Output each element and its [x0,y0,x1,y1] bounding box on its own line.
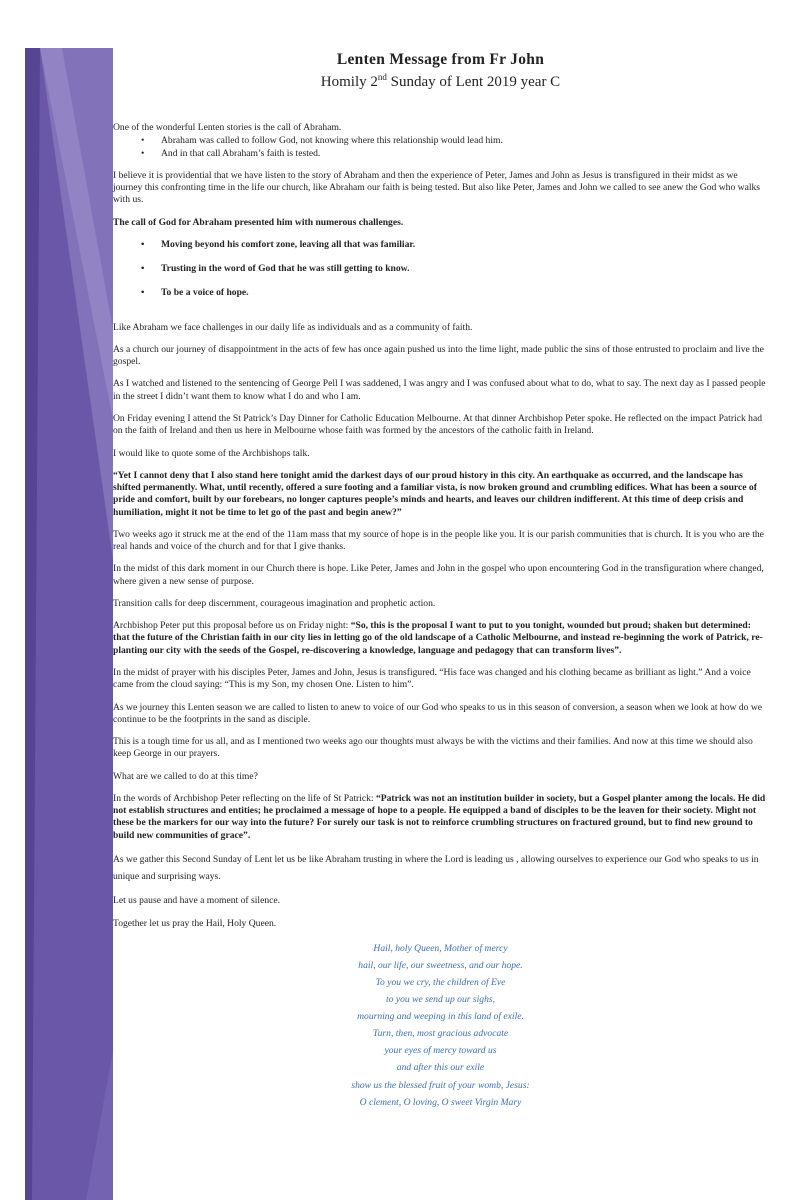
paragraph: As we journey this Lenten season we are called to listen to anew to voice of our God who speaks to us in this season of conversion, a season when we look at how do we continue to be the footprints in the sand as disciple. [113,701,763,725]
paragraph: What are we called to do at this time? [113,770,258,782]
list-item: • Abraham was called to follow God, not knowing where this relationship would lead him. [161,135,768,147]
intro-bullet-list [113,135,768,160]
paragraph: Together let us pray the Hail, Holy Queen. [113,917,277,929]
list-item: • And in that call Abraham’s faith is tested. [161,148,768,160]
prayer-line: your eyes of mercy toward us [384,1045,497,1057]
proposal-quote: “So, this is the proposal I want to put to you tonight, wounded but proud; shaken but determined: that the future of the Christian faith in our city lies in letting go of the old landscape of a Catholic Melbourne, and instead re-beginning the work of Patrick, re-planting our city with the seeds of the Gospel, re-discovering a knowledge, language and pedagogy that can transform lives”. [113,620,763,656]
challenges-list [113,239,768,300]
homily-document [113,50,768,1111]
prayer-line: O clement, O loving, O sweet Virgin Mary [359,1096,522,1108]
list-item: • To be a voice of hope. [161,287,768,299]
decorative-sidebar [0,0,115,1200]
paragraph: This is a tough time for us all, and as I mentioned two weeks ago our thoughts must always be with the victims and their families. And now at this time we should also keep George in our prayers. [113,736,753,760]
paragraph: In the midst of this dark moment in our Church there is hope. Like Peter, James and John in the gospel who upon encountering God in the transfiguration where changed, where given a new sense of purpose. [113,563,764,587]
paragraph: In the midst of prayer with his disciples Peter, James and John, Jesus is transfigured. “His face was changed and his clothing became as brilliant as light.” And a voice came from the cloud saying: “This is my Son, my chosen One. Listen to him”. [113,666,751,691]
prayer-line: show us the blessed fruit of your womb, Jesus: [351,1079,530,1091]
patrick-quote: “Patrick was not an institution builder in society, but a Gospel planter among the locals. He did not establish structures and entities; he proclaimed a message of hope to a people. He equipped a band of disciples to be the leaven for their society. Might not these be the markers for our way into the future? For surely our task is not to reinforce crumbling structures on fractured ground, but to find new ground to build new communities of grace”. [113,792,766,841]
paragraph: As I watched and listened to the sentencing of George Pell I was saddened, I was angry and I was confused about what to do, what to say. The next day as I passed people in the street I didn’t want them to know what I do and who I am. [113,378,766,402]
prayer-line: Turn, then, most gracious advocate [372,1028,509,1040]
intro-paragraph: One of the wonderful Lenten stories is the call of Abraham. [113,122,342,134]
challenges-heading: The call of God for Abraham presented him with numerous challenges. [113,216,404,228]
patrick-intro: In the words of Archbishop Peter reflecting on the life of St Patrick: [113,792,376,804]
hail-holy-queen-prayer [113,940,768,1111]
page-title: Lenten Message from Fr John [336,51,545,68]
prayer-line: Hail, holy Queen, Mother of mercy [373,943,508,954]
paragraph: I would like to quote some of the Archbishops talk. [113,447,310,459]
paragraph: As a church our journey of disappointment in the acts of few has once again pushed us into the lime light, made public the sins of those entrusted to proclaim and live the gospel. [113,343,764,368]
spacer [113,312,768,322]
subtitle-text: Homily 2 [320,73,378,90]
paragraph: As we gather this Second Sunday of Lent let us be like Abraham trusting in where the Lord is leading us , allowing ourselves to experience our God who speaks to us in unique and surprising ways. [113,853,759,882]
list-item: • Trusting in the word of God that he was still getting to know. [161,263,768,275]
paragraph: I believe it is providential that we have listen to the story of Abraham and then the experience of Peter, James and John as Jesus is transfigured in their midst as we journey this confronting time in the life our church, like Abraham our faith is being tested. But also like Peter, James and John we called to see anew the God who walks with us. [113,169,761,206]
paragraph: Let us pause and have a moment of silence. [113,895,281,907]
page-subtitle [113,72,768,92]
proposal-paragraph [113,620,768,657]
paragraph: Like Abraham we face challenges in our daily life as individuals and as a community of faith. [113,321,473,333]
prayer-line: hail, our life, our sweetness, and our hope. [358,960,523,972]
archbishop-quote: “Yet I cannot deny that I also stand here tonight amid the darkest days of our proud history in this city. An earthquake as occurred, and the landscape has shifted permanently. What, until recently, offered a sure footing and a familiar vista, is now broken ground and crumbling edifices. What has been a source of pride and comfort, built by our forebears, no longer captures people’s minds and hearts, and leaves our children indifferent. At this time of deep crisis and humiliation, might it not be time to let go of the past and begin anew?” [113,469,757,518]
list-item: • Moving beyond his comfort zone, leaving all that was familiar. [161,239,768,251]
patrick-paragraph [113,793,768,842]
prayer-line: and after this our exile [396,1062,485,1074]
prayer-line: To you we cry, the children of Eve [375,977,506,989]
prayer-line: mourning and weeping in this land of exile. [357,1011,524,1023]
subtitle-superscript: nd [377,71,387,82]
proposal-intro: Archbishop Peter put this proposal before us on Friday night: [113,620,351,632]
paragraph: Transition calls for deep discernment, courageous imagination and prophetic action. [113,597,436,609]
paragraph: Two weeks ago it struck me at the end of the 11am mass that my source of hope is in the people like you. It is our parish communities that is church. It is you who are the real hands and voice of the church and for that I give thanks. [113,528,764,553]
subtitle-text-rest: Sunday of Lent 2019 year C [386,73,561,90]
paragraph: On Friday evening I attend the St Patrick’s Day Dinner for Catholic Education Melbourne. At that dinner Archbishop Peter spoke. He reflected on the impact Patrick had on the faith of Ireland and then us here in Melbourne whose faith was formed by the ancestors of the catholic faith in Ireland. [113,413,763,437]
prayer-line: to you we send up our sighs, [386,994,495,1006]
